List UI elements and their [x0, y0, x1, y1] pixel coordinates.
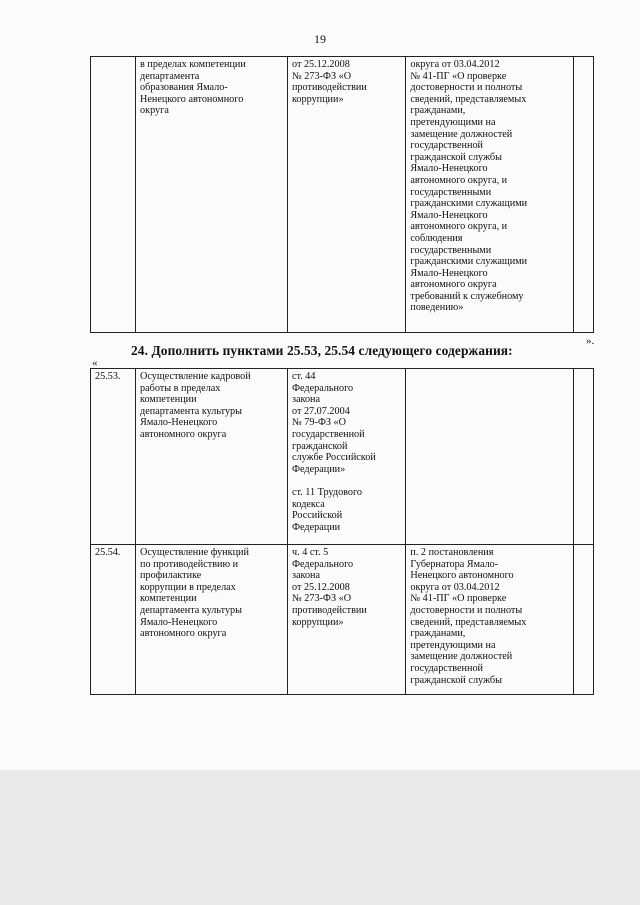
cell-regional-act — [406, 369, 574, 545]
cell-activity: Осуществление кадровой работы в пределах компетенции департамента культуры Ямало-Ненецкого автономного округа — [136, 369, 288, 545]
page-number: 19 — [314, 32, 326, 46]
table-row — [91, 369, 594, 545]
table-row — [91, 545, 594, 695]
continued-table — [90, 56, 594, 333]
table-row — [91, 57, 594, 333]
cell-legal-basis: ст. 44 Федерального закона от 27.07.2004 № 79-ФЗ «О государственной гражданской службе Российской Федерации» ст. 11 Трудового кодекса Российской Федерации — [287, 369, 405, 545]
cell-regional-act: округа от 03.04.2012 № 41-ПГ «О проверке достоверности и полноты сведений, представляемых гражданами, претендующими на замещение должностей государственной гражданской службы Ямало-Ненецкого автономного округа, и государственными гражданскими служащими Ямало-Ненецкого автономного округа, и соблюдения государственными гражданскими служащими Ямало-Ненецкого автономного округа требований к служебному поведению» — [406, 57, 574, 333]
cell-regional-act: п. 2 постановления Губернатора Ямало- Ненецкого автономного округа от 03.04.2012 № 41-ПГ «О проверке достоверности и полноты сведений, представляемых гражданами, претендующими на замещение должностей государственной гражданской службы — [406, 545, 574, 695]
cell-legal-basis: ч. 4 ст. 5 Федерального закона от 25.12.2008 № 273-ФЗ «О противодействии коррупции» — [287, 545, 405, 695]
cell-activity: Осуществление функций по противодействию и профилактике коррупции в пределах компетенции департамента культуры Ямало-Ненецкого автономного округа — [136, 545, 288, 695]
cell-extra — [574, 545, 594, 695]
cell-legal-basis: от 25.12.2008 № 273-ФЗ «О противодействии коррупции» — [287, 57, 405, 333]
opening-quote-mark: « — [92, 357, 98, 369]
cell-number: 25.53. — [91, 369, 136, 545]
cell-extra — [574, 369, 594, 545]
cell-activity: в пределах компетенции департамента образования Ямало- Ненецкого автономного округа — [136, 57, 288, 333]
amendment-table — [90, 368, 594, 695]
closing-quote-mark: ». — [586, 335, 595, 347]
cell-number — [91, 57, 136, 333]
amendment-heading: 24. Дополнить пунктами 25.53, 25.54 следующего содержания: — [131, 343, 513, 358]
cell-extra — [574, 57, 594, 333]
cell-number: 25.54. — [91, 545, 136, 695]
